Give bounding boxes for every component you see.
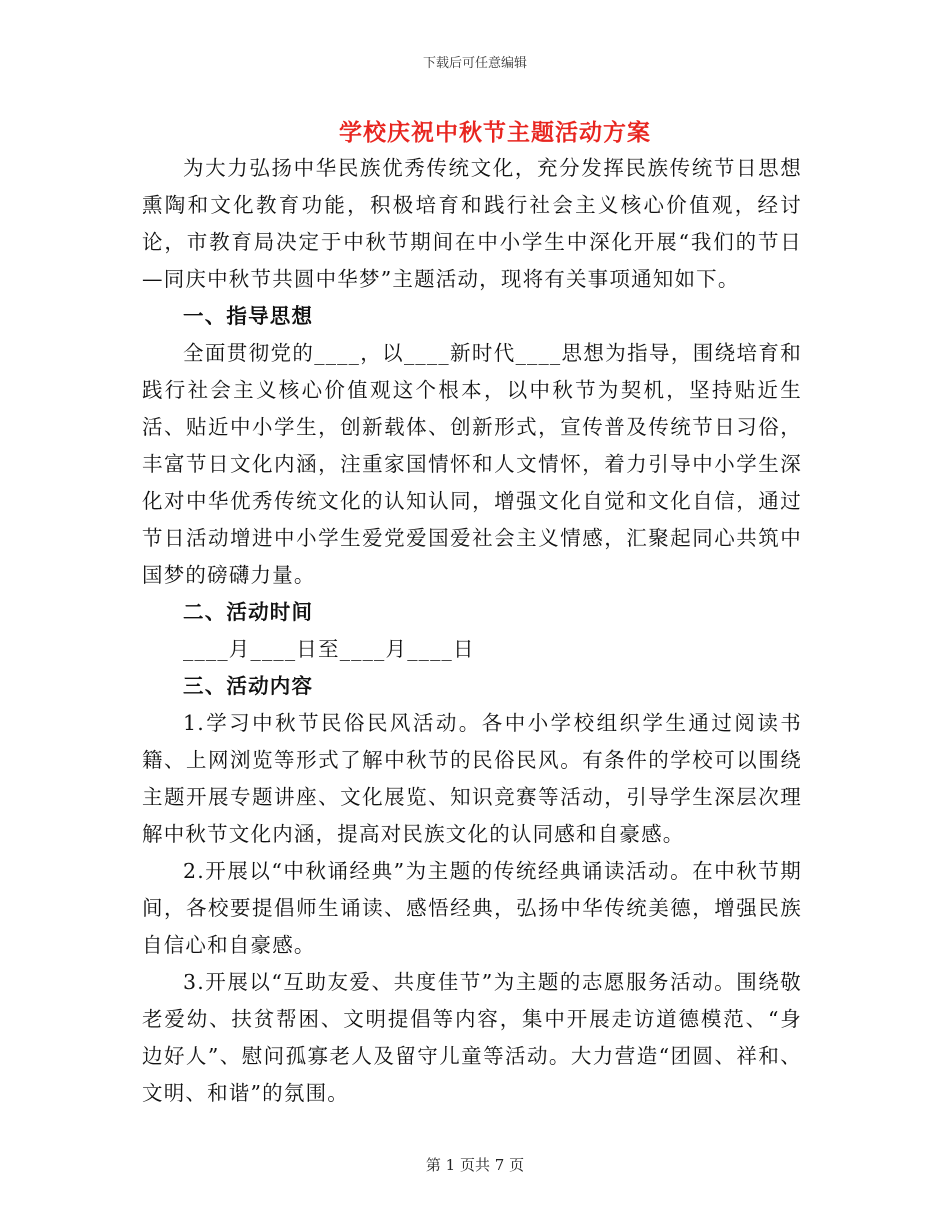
intro-paragraph: 为大力弘扬中华民族优秀传统文化，充分发挥民族传统节日思想熏陶和文化教育功能，积极培育和践行社会主义核心价值观，经讨论，市教育局决定于中秋节期间在中小学生中深化开展“我们的节日—同庆中秋节共圆中华梦”主题活动，现将有关事项通知如下。 <box>142 156 802 291</box>
document-title: 学校庆祝中秋节主题活动方案 <box>339 119 651 146</box>
page-number: 第 1 页共 7 页 <box>425 1156 525 1174</box>
section-heading: 一、指导思想 <box>183 304 314 328</box>
section-paragraph: 2.开展以“中秋诵经典”为主题的传统经典诵读活动。在中秋节期间，各校要提倡师生诵读、感悟经典，弘扬中华传统美德，增强民族自信心和自豪感。 <box>142 859 802 957</box>
section-heading: 三、活动内容 <box>183 674 314 698</box>
header-note: 下载后可任意编辑 <box>422 56 527 71</box>
section-paragraph: 全面贯彻党的____，以____新时代____思想为指导，围绕培育和践行社会主义核心价值观这个根本，以中秋节为契机，坚持贴近生活、贴近中小学生，创新载体、创新形式，宣传普及传统节日习俗，丰富节日文化内涵，注重家国情怀和人文情怀，着力引导中小学生深化对中华优秀传统文化的认知认同，增强文化自觉和文化自信，通过节日活动增进中小学生爱党爱国爱社会主义情感，汇聚起同心共筑中国梦的磅礴力量。 <box>142 341 802 587</box>
section-heading: 二、活动时间 <box>183 600 314 624</box>
section-paragraph: 1.学习中秋节民俗民风活动。各中小学校组织学生通过阅读书籍、上网浏览等形式了解中秋节的民俗民风。有条件的学校可以围绕主题开展专题讲座、文化展览、知识竞赛等活动，引导学生深层次理解中秋节文化内涵，提高对民族文化的认同感和自豪感。 <box>142 711 802 846</box>
document-body <box>142 150 802 1112</box>
section-paragraph: ____月____日至____月____日 <box>183 637 475 661</box>
section-paragraph: 3.开展以“互助友爱、共度佳节”为主题的志愿服务活动。围绕敬老爱幼、扶贫帮困、文明提倡等内容，集中开展走访道德模范、“身边好人”、慰问孤寡老人及留守儿童等活动。大力营造“团圆、祥和、文明、和谐”的氛围。 <box>142 970 802 1105</box>
